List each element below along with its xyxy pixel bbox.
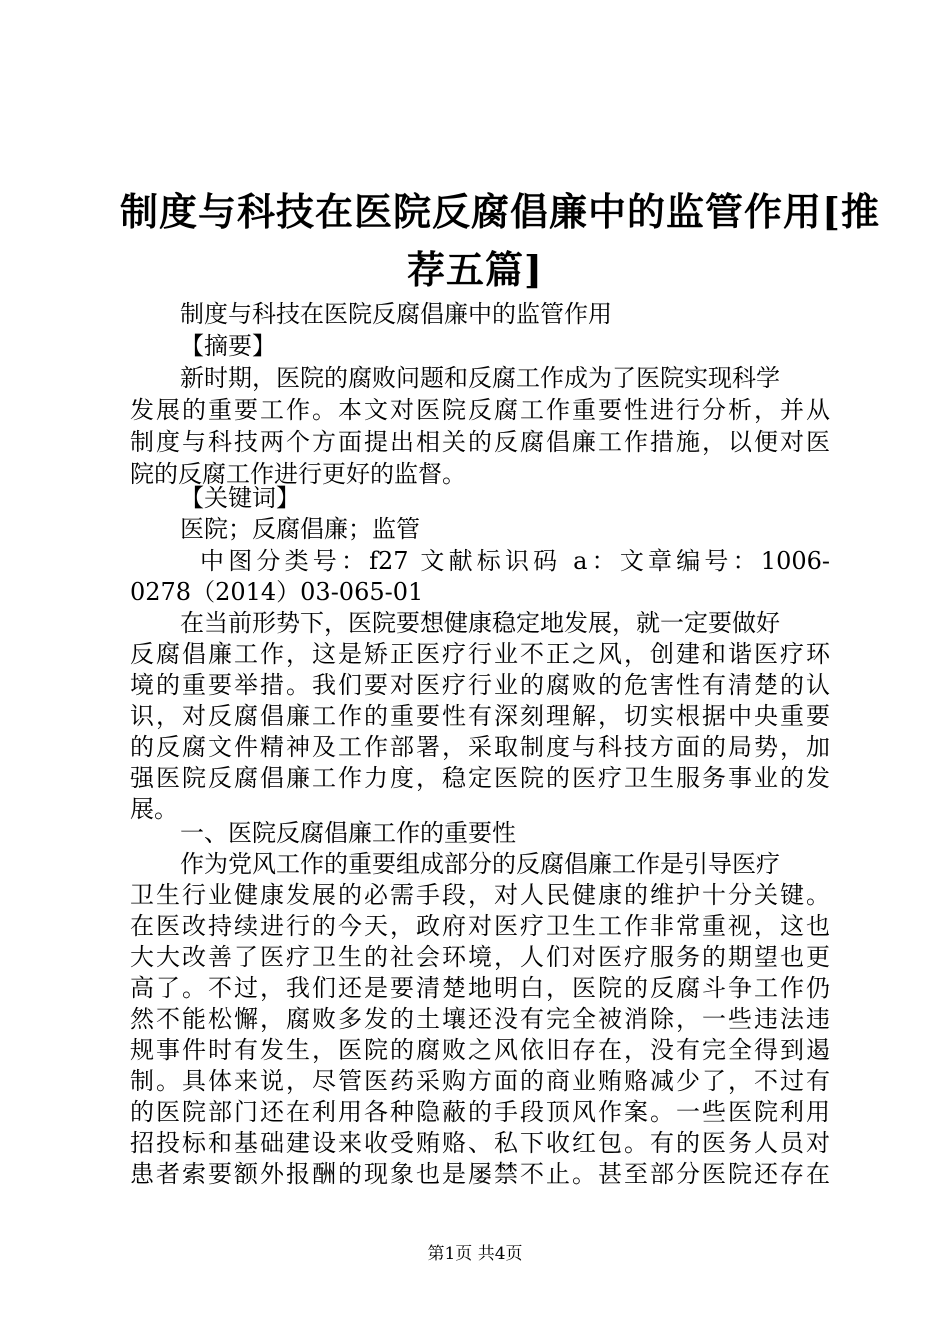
document-title-line-1: 制度与科技在医院反腐倡廉中的监管作用[推 [120, 189, 880, 234]
section-line: 的医院部门还在利用各种隐蔽的手段顶风作案。一些医院利用 [130, 1098, 830, 1126]
subtitle: 制度与科技在医院反腐倡廉中的监管作用 [180, 300, 612, 328]
keywords-label: 【关键词】 [180, 484, 300, 512]
section-line: 大大改善了医疗卫生的社会环境，人们对医疗服务的期望也更 [130, 943, 830, 971]
abstract-label: 【摘要】 [180, 332, 276, 360]
section-line: 卫生行业健康发展的必需手段，对人民健康的维护十分关键。 [130, 881, 830, 909]
page-footer: 第1页 共4页 [427, 1244, 523, 1264]
abstract-line: 制度与科技两个方面提出相关的反腐倡廉工作措施，以便对医 [130, 428, 830, 456]
intro-line: 识，对反腐倡廉工作的重要性有深刻理解，切实根据中央重要 [130, 702, 830, 730]
intro-line: 的反腐文件精神及工作部署，采取制度与科技方面的局势，加 [130, 733, 830, 761]
intro-line: 展。 [130, 795, 178, 823]
section-line: 在医改持续进行的今天，政府对医疗卫生工作非常重视，这也 [130, 912, 830, 940]
abstract-line: 院的反腐工作进行更好的监督。 [130, 460, 466, 488]
section-line: 作为党风工作的重要组成部分的反腐倡廉工作是引导医疗 [180, 850, 780, 878]
intro-line: 在当前形势下，医院要想健康稳定地发展，就一定要做好 [180, 609, 780, 637]
document-title-line-2: 荐五篇] [407, 247, 543, 292]
section-line: 患者索要额外报酬的现象也是屡禁不止。甚至部分医院还存在 [130, 1160, 830, 1188]
intro-line: 强医院反腐倡廉工作力度，稳定医院的医疗卫生服务事业的发 [130, 764, 830, 792]
section-line: 规事件时有发生，医院的腐败之风依旧存在，没有完全得到遏 [130, 1036, 830, 1064]
section-line: 然不能松懈，腐败多发的土壤还没有完全被消除，一些违法违 [130, 1005, 830, 1033]
keywords: 医院；反腐倡廉；监管 [180, 515, 420, 543]
classification-line-1: 中图分类号：f27 文献标识码 a：文章编号：1006- [200, 547, 830, 575]
intro-line: 境的重要举措。我们要对医疗行业的腐败的危害性有清楚的认 [130, 671, 830, 699]
abstract-line: 新时期，医院的腐败问题和反腐工作成为了医院实现科学 [180, 364, 780, 392]
intro-line: 反腐倡廉工作，这是矫正医疗行业不正之风，创建和谐医疗环 [130, 640, 830, 668]
section-line: 制。具体来说，尽管医药采购方面的商业贿赂减少了，不过有 [130, 1067, 830, 1095]
section-line: 招投标和基础建设来收受贿赂、私下收红包。有的医务人员对 [130, 1129, 830, 1157]
section-heading: 一、医院反腐倡廉工作的重要性 [180, 819, 516, 847]
classification-line-2: 0278（2014）03-065-01 [130, 578, 424, 606]
section-line: 高了。不过，我们还是要清楚地明白，医院的反腐斗争工作仍 [130, 974, 830, 1002]
abstract-line: 发展的重要工作。本文对医院反腐工作重要性进行分析，并从 [130, 396, 830, 424]
